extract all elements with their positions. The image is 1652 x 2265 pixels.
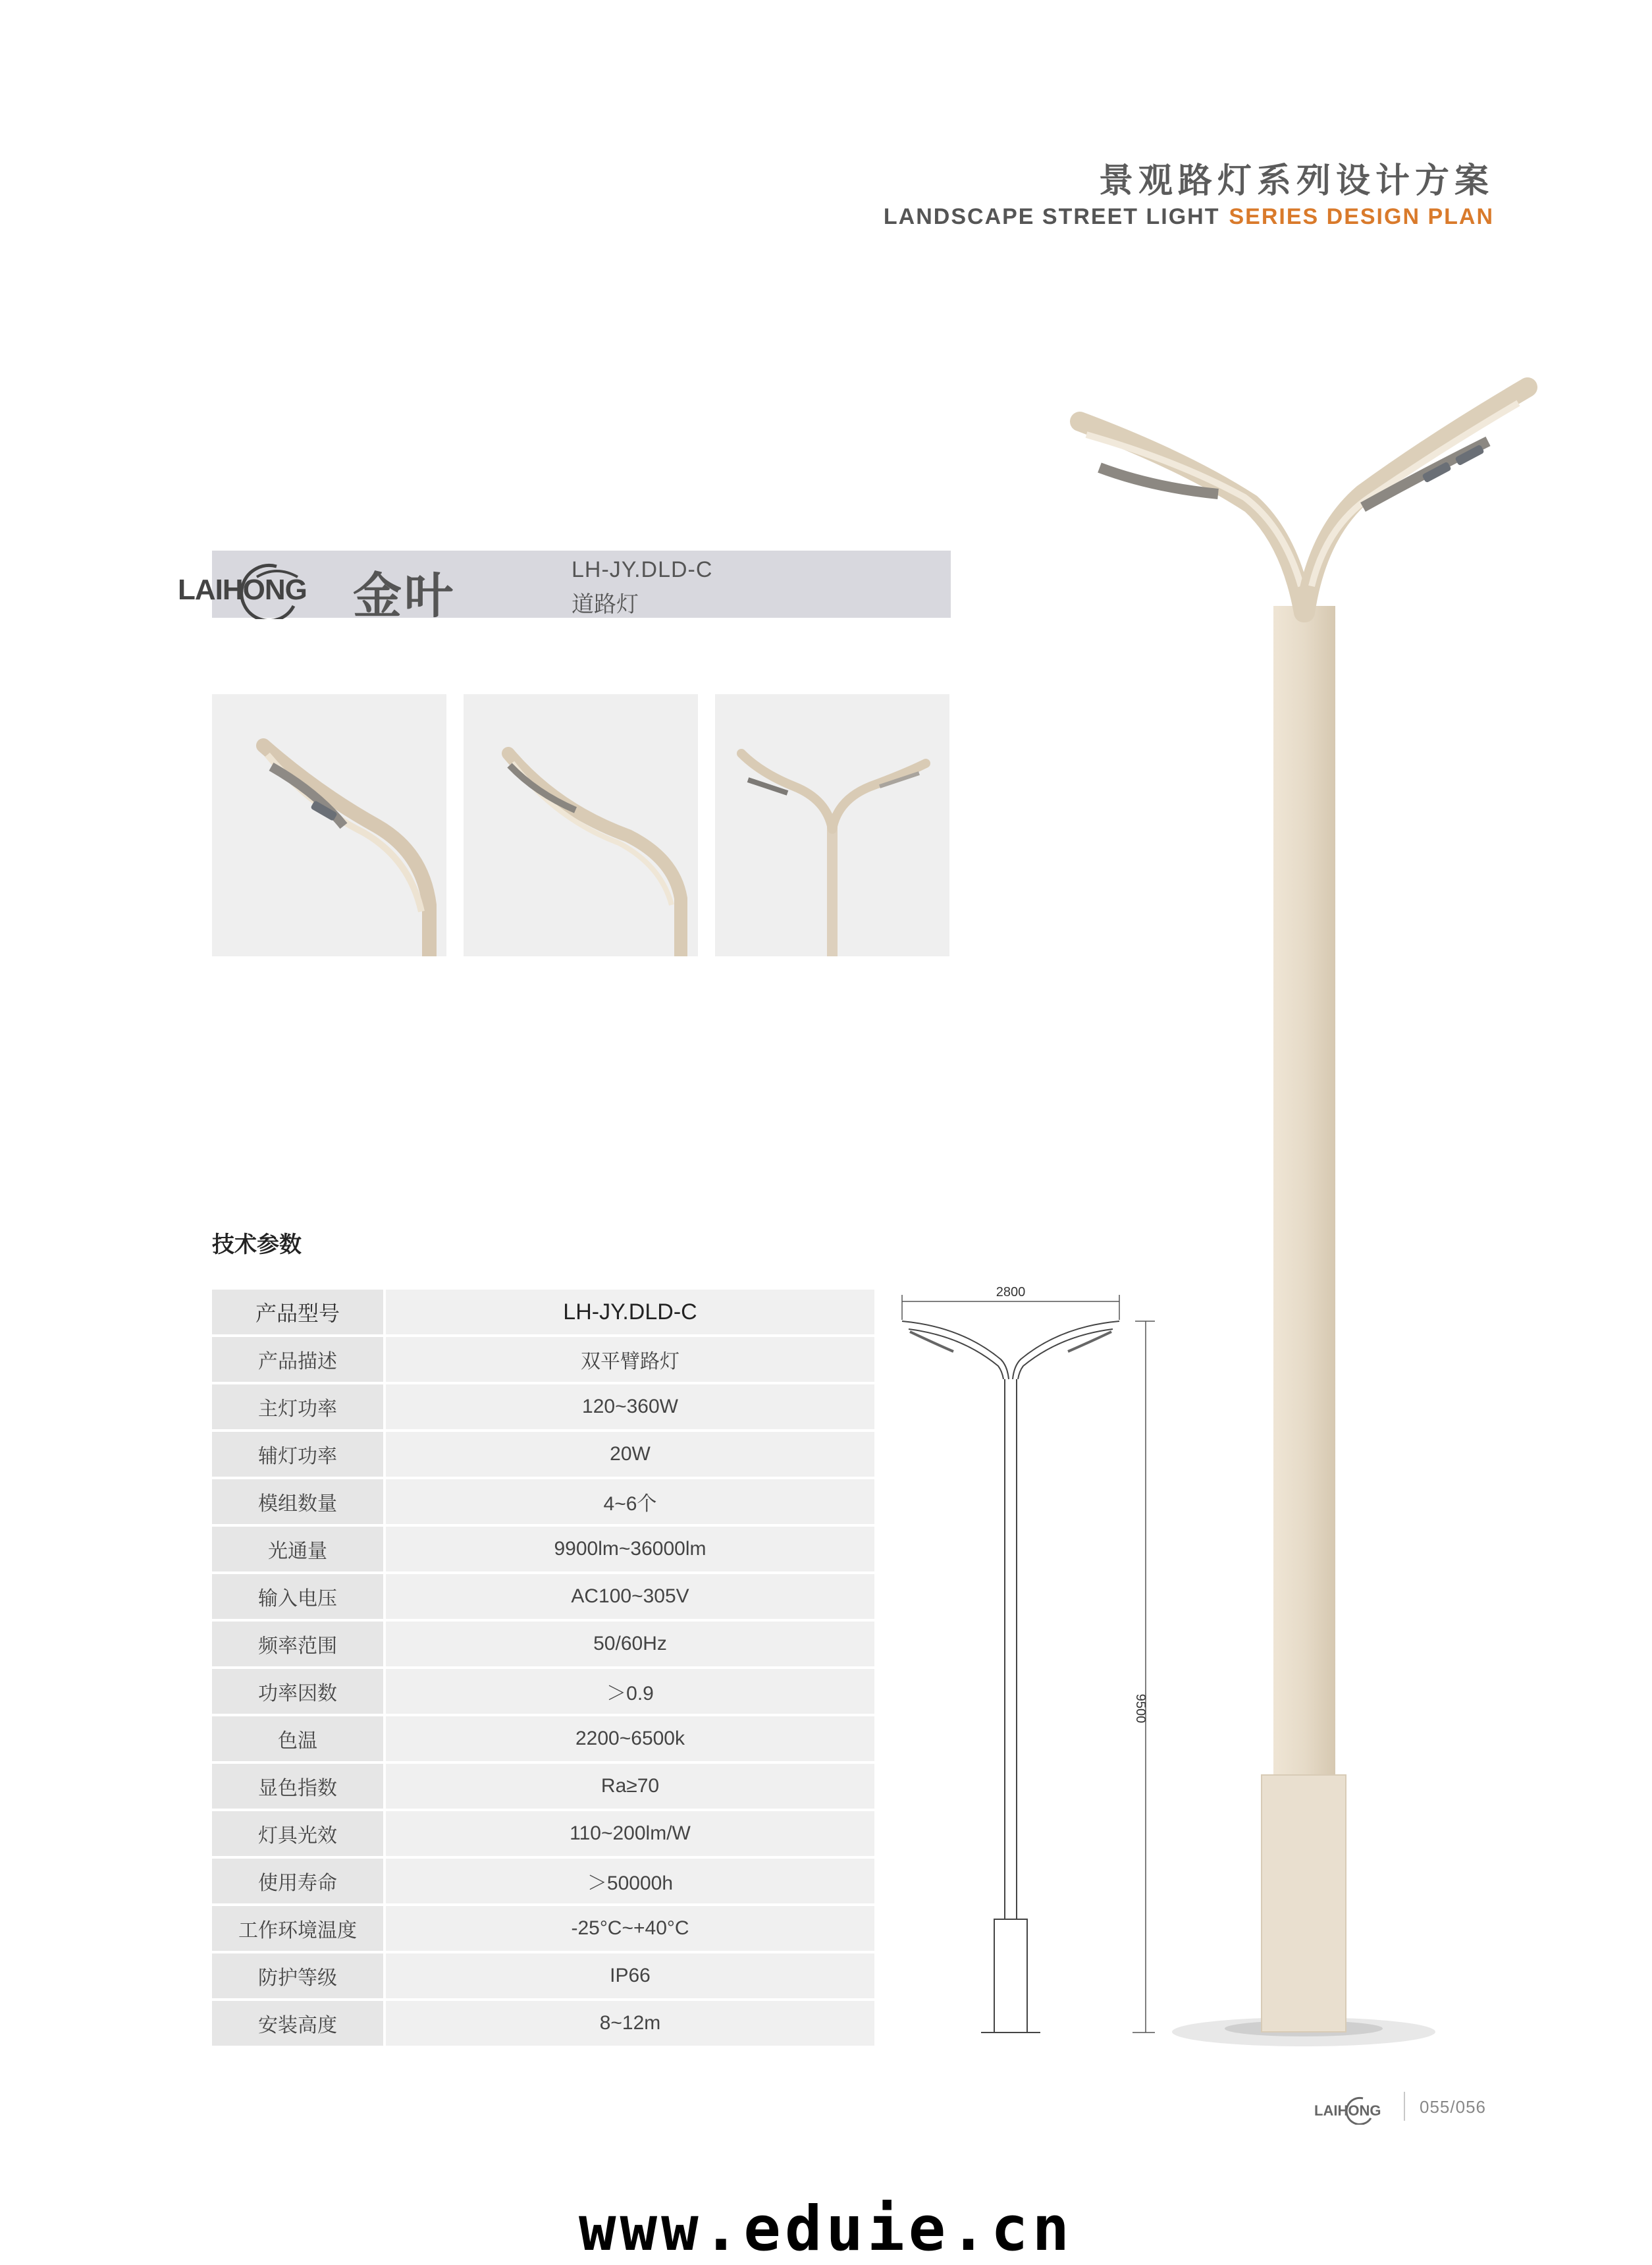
spec-label: 频率范围 <box>212 1622 383 1666</box>
spec-row <box>212 1574 874 1619</box>
page-title-cn: 景观路灯系列设计方案 <box>1098 161 1494 201</box>
spec-row <box>212 1811 874 1856</box>
spec-row <box>212 1384 874 1429</box>
product-type: 道路灯 <box>572 591 639 618</box>
product-thumbnail-1 <box>212 694 446 956</box>
spec-value: 120~360W <box>383 1384 874 1429</box>
spec-heading: 技术参数 <box>212 1232 302 1258</box>
spec-value: ＞50000h <box>383 1859 874 1903</box>
spec-value: LH-JY.DLD-C <box>383 1290 874 1334</box>
spec-row <box>212 1527 874 1571</box>
spec-table <box>212 1287 874 2048</box>
watermark-url: www.eduie.cn <box>578 2193 1074 2265</box>
spec-label: 功率因数 <box>212 1669 383 1714</box>
footer-separator <box>1404 2092 1405 2121</box>
dimension-height-label: 9500 <box>1133 1693 1148 1724</box>
spec-row <box>212 1716 874 1761</box>
spec-label: 使用寿命 <box>212 1859 383 1903</box>
brand-logo <box>178 553 329 619</box>
title-en-part1: LANDSCAPE STREET LIGHT <box>883 204 1220 229</box>
spec-row <box>212 1432 874 1477</box>
footer-brand-text: LAIHONG <box>1314 2102 1381 2119</box>
product-thumbnail-3 <box>715 694 949 956</box>
product-model: LH-JY.DLD-C <box>572 557 713 582</box>
spec-row <box>212 1906 874 1951</box>
spec-label: 模组数量 <box>212 1479 383 1524</box>
lamp-front-view-icon <box>715 694 949 956</box>
spec-label: 产品型号 <box>212 1290 383 1334</box>
spec-value: 9900lm~36000lm <box>383 1527 874 1571</box>
spec-label: 工作环境温度 <box>212 1906 383 1951</box>
spec-value: AC100~305V <box>383 1574 874 1619</box>
spec-row <box>212 1337 874 1382</box>
spec-label: 辅灯功率 <box>212 1432 383 1477</box>
spec-row <box>212 1290 874 1334</box>
spec-label: 产品描述 <box>212 1337 383 1382</box>
product-thumbnail-2 <box>464 694 698 956</box>
spec-label: 显色指数 <box>212 1764 383 1809</box>
spec-row <box>212 1479 874 1524</box>
spec-value: 4~6个 <box>383 1479 874 1524</box>
footer-brand-logo <box>1314 2093 1388 2125</box>
spec-label: 光通量 <box>212 1527 383 1571</box>
spec-row <box>212 1622 874 1666</box>
spec-value: 双平臂路灯 <box>383 1337 874 1382</box>
page-title-en <box>884 204 1494 230</box>
spec-row <box>212 1953 874 1998</box>
spec-label: 输入电压 <box>212 1574 383 1619</box>
spec-value: 110~200lm/W <box>383 1811 874 1856</box>
page-number: 055/056 <box>1420 2097 1486 2117</box>
spec-value: ＞0.9 <box>383 1669 874 1714</box>
spec-value: IP66 <box>383 1953 874 1998</box>
street-lamp-render <box>1053 369 1554 2061</box>
spec-value: 8~12m <box>383 2001 874 2046</box>
product-name: 金叶 <box>353 568 456 624</box>
spec-value: -25°C~+40°C <box>383 1906 874 1951</box>
spec-row <box>212 1764 874 1809</box>
spec-value: 2200~6500k <box>383 1716 874 1761</box>
title-en-part2: SERIES DESIGN PLAN <box>1229 204 1494 229</box>
lamp-closeup-icon <box>212 694 446 956</box>
spec-row <box>212 1859 874 1903</box>
spec-label: 灯具光效 <box>212 1811 383 1856</box>
dimension-width-label: 2800 <box>996 1285 1026 1299</box>
lamp-side-view-icon <box>464 694 698 956</box>
spec-value: 20W <box>383 1432 874 1477</box>
spec-row <box>212 1669 874 1714</box>
spec-label: 防护等级 <box>212 1953 383 1998</box>
spec-label: 主灯功率 <box>212 1384 383 1429</box>
spec-label: 安装高度 <box>212 2001 383 2046</box>
brand-logo-text: LAIHONG <box>178 574 307 606</box>
spec-value: 50/60Hz <box>383 1622 874 1666</box>
spec-label: 色温 <box>212 1716 383 1761</box>
spec-value: Ra≥70 <box>383 1764 874 1809</box>
spec-row <box>212 2001 874 2046</box>
